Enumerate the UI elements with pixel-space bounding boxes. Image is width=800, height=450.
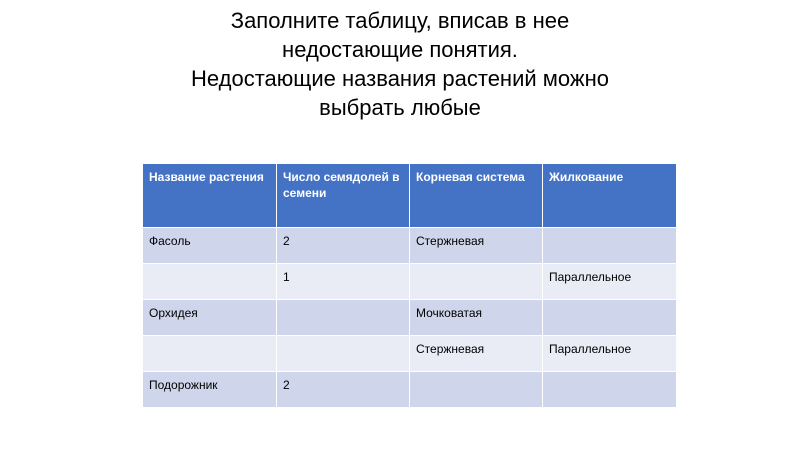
header-row — [143, 164, 677, 228]
header-venation: Жилкование — [543, 164, 677, 228]
cell-plant-name[interactable] — [143, 264, 277, 300]
cell-plant-name[interactable] — [143, 336, 277, 372]
plants-table — [142, 163, 677, 408]
cell-venation[interactable] — [543, 372, 677, 408]
cell-root-system[interactable]: Стержневая — [410, 336, 543, 372]
title-line-4: выбрать любые — [319, 95, 481, 120]
table-row — [143, 372, 677, 408]
table-row — [143, 336, 677, 372]
table-row — [143, 264, 677, 300]
cell-cotyledons[interactable] — [277, 336, 410, 372]
header-cotyledons: Число семядолей в семени — [277, 164, 410, 228]
table-row — [143, 300, 677, 336]
cell-venation[interactable]: Параллельное — [543, 336, 677, 372]
slide-title — [100, 6, 700, 122]
cell-venation[interactable] — [543, 300, 677, 336]
title-line-3: Недостающие названия растений можно — [191, 66, 609, 91]
cell-root-system[interactable] — [410, 264, 543, 300]
header-plant-name: Название растения — [143, 164, 277, 228]
cell-plant-name[interactable]: Орхидея — [143, 300, 277, 336]
cell-root-system[interactable] — [410, 372, 543, 408]
cell-root-system[interactable]: Мочковатая — [410, 300, 543, 336]
cell-plant-name[interactable]: Подорожник — [143, 372, 277, 408]
title-line-2: недостающие понятия. — [282, 37, 518, 62]
table-row — [143, 228, 677, 264]
cell-cotyledons[interactable]: 2 — [277, 372, 410, 408]
cell-plant-name[interactable]: Фасоль — [143, 228, 277, 264]
title-line-1: Заполните таблицу, вписав в нее — [230, 8, 570, 33]
cell-venation[interactable]: Параллельное — [543, 264, 677, 300]
cell-cotyledons[interactable]: 1 — [277, 264, 410, 300]
header-root-system: Корневая система — [410, 164, 543, 228]
cell-venation[interactable] — [543, 228, 677, 264]
cell-cotyledons[interactable] — [277, 300, 410, 336]
cell-cotyledons[interactable]: 2 — [277, 228, 410, 264]
cell-root-system[interactable]: Стержневая — [410, 228, 543, 264]
